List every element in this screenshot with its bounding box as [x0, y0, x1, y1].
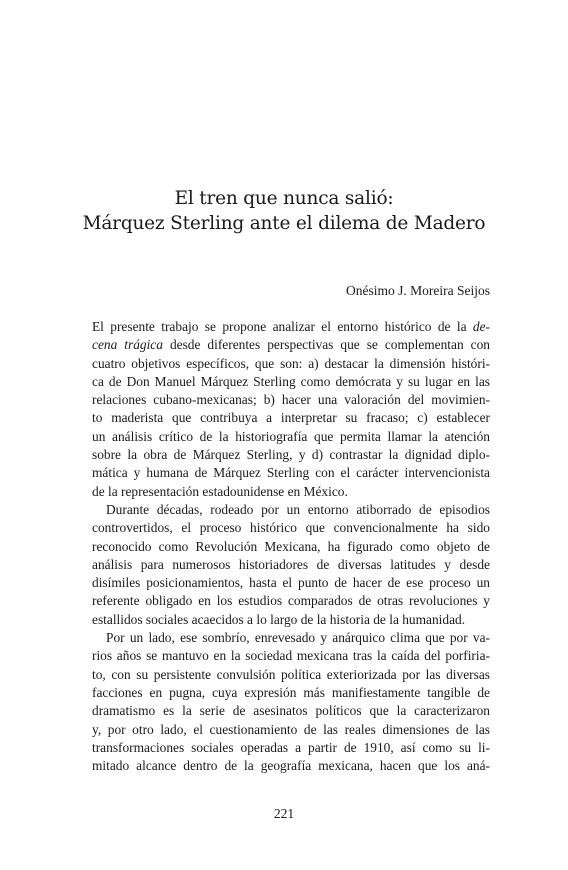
body-text [92, 318, 490, 775]
text-line: disímiles posicionamientos, hasta el punto de hacer de ese proceso un [92, 575, 490, 591]
text-line: estallidos sociales acaecidos a lo largo de la historia de la humanidad. [92, 611, 466, 627]
text-line: to, con su persistente convulsión política exteriorizada por las diversas [92, 666, 490, 682]
chapter-title-line-1: El tren que nunca salió: [174, 188, 394, 209]
text-line: mática y humana de Márquez Sterling con el carácter intervencionista [92, 465, 490, 481]
text-line: ca de Don Manuel Márquez Sterling como demócrata y su lugar en las [92, 373, 490, 389]
text-line: de la representación estadounidense en México. [92, 483, 348, 499]
paragraph [92, 501, 490, 629]
text-line: controvertidos, el proceso histórico que convencionalmente ha sido [92, 520, 490, 536]
text-line: relaciones cubano-mexicanas; b) hacer una valoración del movimien- [92, 392, 490, 408]
chapter-title-line-2: Márquez Sterling ante el dilema de Madero [82, 213, 486, 234]
text-line: mitado alcance dentro de la geografía mexicana, hacen que los aná- [92, 758, 490, 774]
text-line: Por un lado, ese sombrío, enrevesado y anárquico clima que por va- [106, 630, 490, 646]
text-line: transformaciones sociales operadas a partir de 1910, así como su li- [92, 739, 490, 755]
text-line: y, por otro lado, el cuestionamiento de las reales dimensiones de las [92, 721, 490, 737]
text-line: rios años se mantuvo en la sociedad mexicana tras la caída del porfiria- [92, 648, 490, 664]
text-line: cena trágica desde diferentes perspectivas que se complementan con [92, 337, 490, 353]
text-line: El presente trabajo se propone analizar el entorno histórico de la de- [92, 319, 490, 334]
paragraph [92, 318, 490, 501]
text-line: cuatro objetivos específicos, que son: a) destacar la dimensión históri- [92, 355, 490, 371]
text-line: reconocido como Revolución Mexicana, ha figurado como objeto de [92, 538, 490, 554]
text-line: análisis para numerosos historiadores de diversas latitudes y desde [92, 556, 490, 572]
chapter-title [60, 186, 508, 236]
italic-term: de- [472, 319, 490, 334]
text-line: sobre la obra de Márquez Sterling, y d) contrastar la dignidad diplo- [92, 447, 490, 463]
text-line: referente obligado en los estudios comparados de otras revoluciones y [92, 593, 490, 609]
text-line: dramatismo es la serie de asesinatos políticos que la caracterizaron [92, 703, 490, 719]
text-line: facciones en pugna, cuya expresión más manifiestamente tangible de [92, 684, 490, 700]
italic-term: cena trágica [92, 337, 163, 353]
text-line: un análisis crítico de la historiografía que permita llamar la atención [92, 428, 490, 444]
text-line: to maderista que contribuya a interpretar su fracaso; c) establecer [92, 410, 490, 426]
text-line: Durante décadas, rodeado por un entorno atiborrado de episodios [106, 501, 490, 517]
author-name: Onésimo J. Moreira Seijos [346, 283, 490, 298]
paragraph [92, 629, 490, 775]
page-number: 221 [273, 806, 295, 821]
